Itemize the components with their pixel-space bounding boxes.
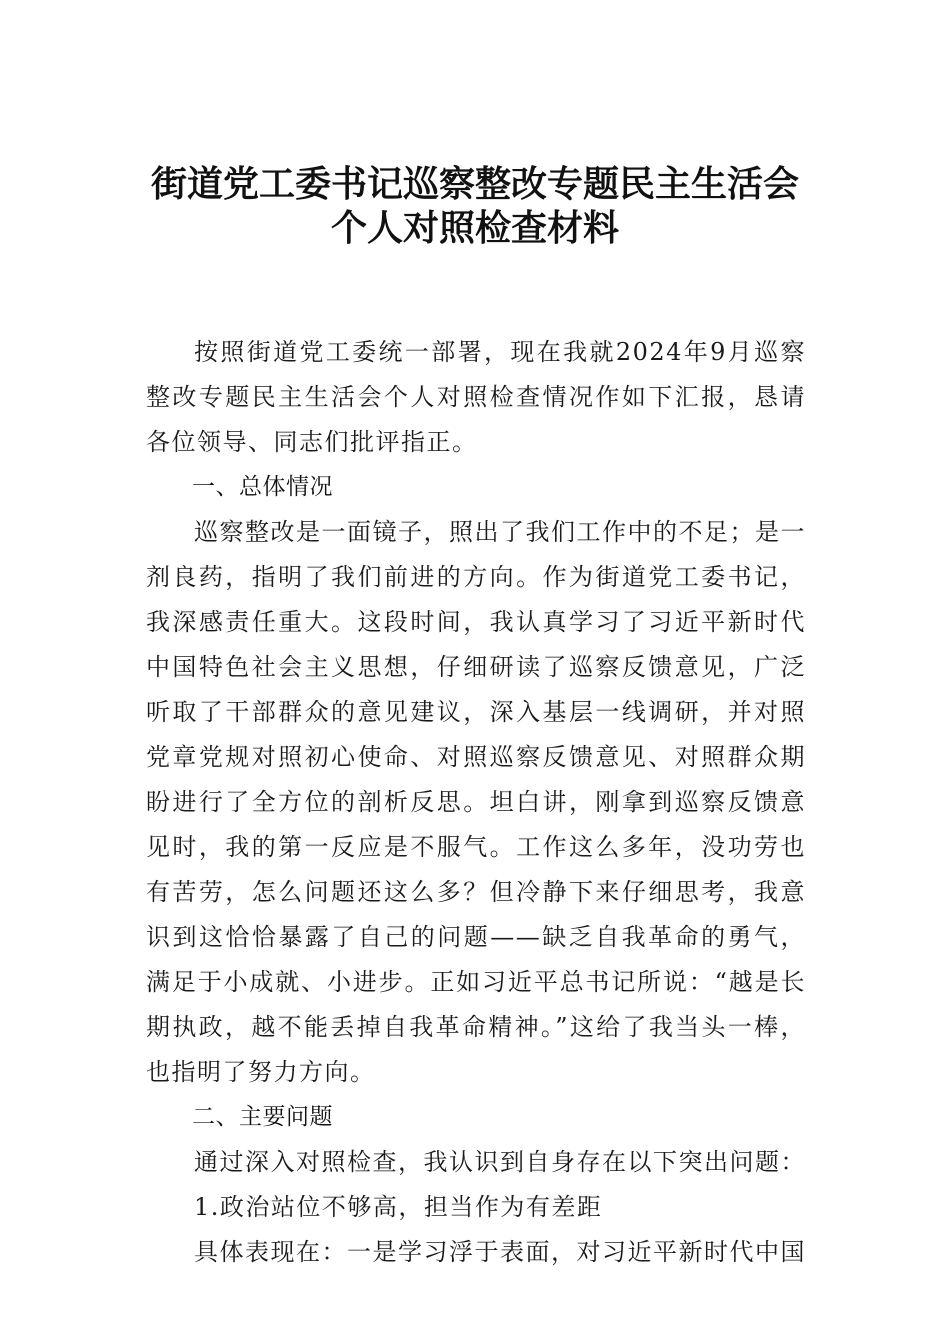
section2-heading: 二、主要问题 bbox=[192, 1104, 333, 1130]
document-body bbox=[146, 330, 806, 1275]
section1-paragraph: 巡察整改是一面镜子，照出了我们工作中的不足；是一剂良药，指明了我们前进的方向。作为街道党工委书记，我深感责任重大。这段时间，我认真学习了习近平新时代中国特色社会主义思想，仔细研读了巡察反馈意见，广泛听取了干部群众的意见建议，深入基层一线调研，并对照党章党规对照初心使命、对照巡察反馈意见、对照群众期盼进行了全方位的剖析反思。坦白讲，刚拿到巡察反馈意见时，我的第一反应是不服气。工作这么多年，没功劳也有苦劳，怎么问题还这么多？但冷静下来仔细思考，我意识到这恰恰暴露了自己的问题——缺乏自我革命的勇气，满足于小成就、小进步。正如习近平总书记所说：“越是长期执政，越不能丢掉自我革命精神。”这给了我当头一棒，也指明了努力方向。 bbox=[146, 518, 806, 1086]
section1-heading: 一、总体情况 bbox=[192, 474, 333, 500]
document-title-line2: 个人对照检查材料 bbox=[330, 207, 619, 249]
item1-heading: 1.政治站位不够高，担当作为有差距 bbox=[194, 1193, 603, 1221]
item1-paragraph: 具体表现在：一是学习浮于表面，对习近平新时代中国 bbox=[194, 1238, 806, 1266]
section2-intro-paragraph: 通过深入对照检查，我认识到自身存在以下突出问题： bbox=[194, 1148, 806, 1176]
intro-paragraph: 按照街道党工委统一部署，现在我就2024年9月巡察整改专题民主生活会个人对照检查情况作如下汇报，恳请各位领导、同志们批评指正。 bbox=[146, 338, 806, 456]
document-title-line1: 街道党工委书记巡察整改专题民主生活会 bbox=[150, 163, 799, 205]
